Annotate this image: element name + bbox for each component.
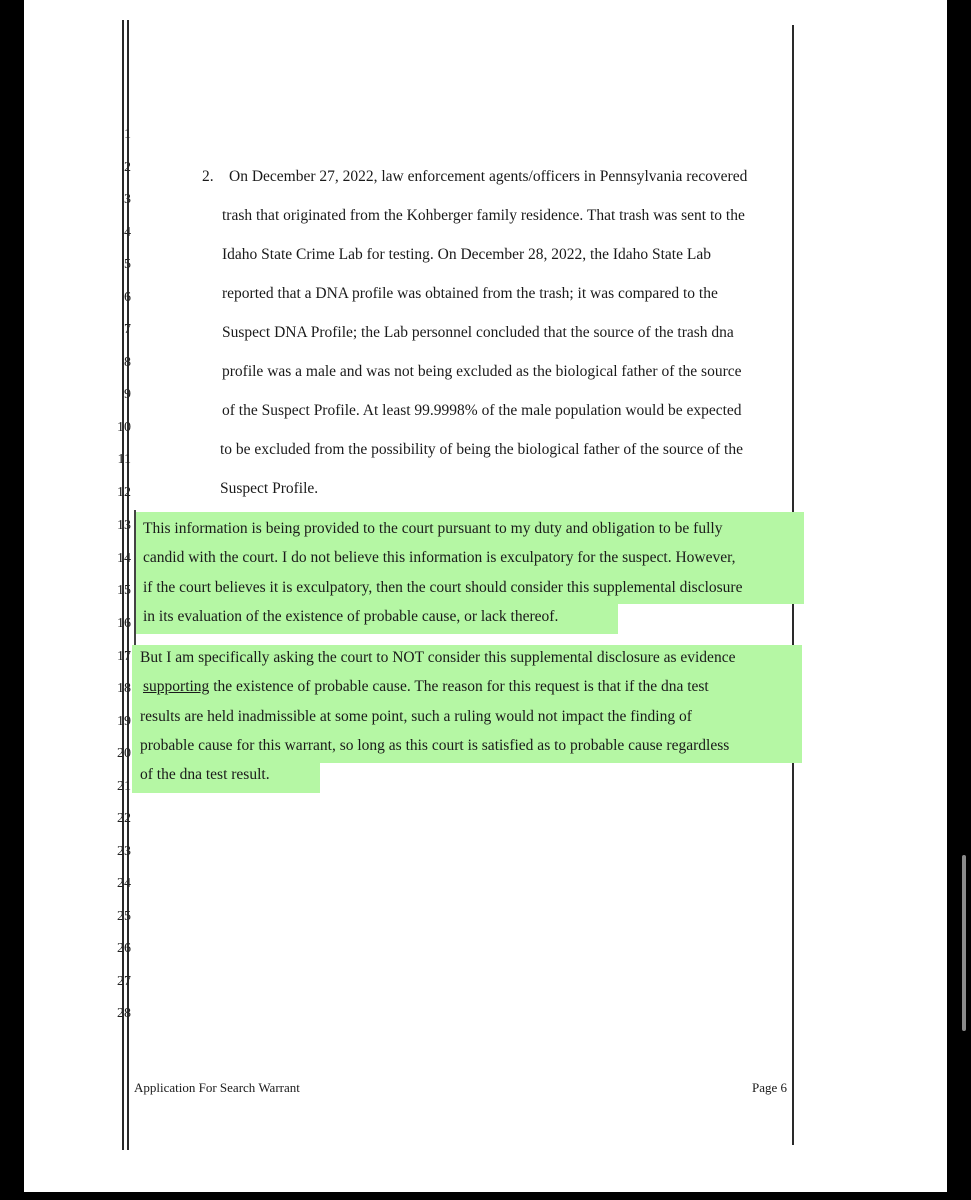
line-number: 4 [124,225,131,240]
line-number: 15 [117,583,131,598]
line-number: 9 [124,387,131,402]
paragraph-2-line: On December 27, 2022, law enforcement agents/officers in Pennsylvania recovered [229,168,748,185]
paragraph-2-line: reported that a DNA profile was obtained from the trash; it was compared to the [222,285,718,302]
highlighted-text-line: This information is being provided to the court pursuant to my duty and obligation to be fully [143,520,723,537]
line-number: 3 [124,192,131,207]
line-number: 7 [124,322,131,337]
vertical-scrollbar[interactable] [962,855,966,1031]
line-number: 5 [124,257,131,272]
line-number: 18 [117,681,131,696]
underlined-word: supporting [143,678,210,695]
footer-document-title: Application For Search Warrant [134,1080,300,1095]
paragraph-2-line: to be excluded from the possibility of being the biological father of the source of the [220,441,743,458]
footer-page-number: Page 6 [752,1080,788,1095]
line-number: 23 [117,844,131,859]
line-number: 16 [117,616,131,631]
highlighted-text-line: of the dna test result. [140,766,270,783]
paragraph-2-line: Suspect DNA Profile; the Lab personnel concluded that the source of the trash dna [222,324,734,341]
line-number: 12 [117,485,131,500]
line-number: 27 [117,974,131,989]
line-number: 25 [117,909,131,924]
line-number: 20 [117,746,131,761]
line-number: 17 [117,649,131,664]
paragraph-2-line: Idaho State Crime Lab for testing. On December 28, 2022, the Idaho State Lab [222,246,711,263]
highlighted-text-line: if the court believes it is exculpatory, then the court should consider this supplemental disclosure [143,579,743,596]
line-number: 13 [117,518,131,533]
line-number: 6 [124,290,131,305]
line-number: 1 [124,127,131,142]
line-number: 22 [117,811,131,826]
line-number: 10 [117,420,131,435]
line-number: 8 [124,355,131,370]
line-number: 24 [117,876,131,891]
paragraph-2-line: profile was a male and was not being excluded as the biological father of the source [222,363,742,380]
highlighted-text-line: But I am specifically asking the court to NOT consider this supplemental disclosure as evidence [140,649,736,666]
highlighted-text-line: candid with the court. I do not believe this information is exculpatory for the suspect. However, [143,549,736,566]
line-number: 11 [117,452,131,467]
highlighted-text-span: the existence of probable cause. The reason for this request is that if the dna test [209,678,709,695]
highlighted-text-line: probable cause for this warrant, so long as this court is satisfied as to probable cause regardless [140,737,730,754]
line-number: 28 [117,1006,131,1021]
paragraph-2-line: trash that originated from the Kohberger family residence. That trash was sent to the [222,207,745,224]
highlighted-text-line [143,678,709,696]
line-number: 14 [117,551,131,566]
line-number: 26 [117,941,131,956]
line-number: 19 [117,714,131,729]
highlighted-text-line: in its evaluation of the existence of probable cause, or lack thereof. [143,608,559,625]
paragraph-number: 2. [202,168,214,185]
paragraph-2-line: Suspect Profile. [220,480,319,497]
paragraph-2-line: of the Suspect Profile. At least 99.9998% of the male population would be expected [222,402,742,419]
document-page [24,0,947,1192]
line-number: 21 [117,779,131,794]
highlighted-text-line: results are held inadmissible at some point, such a ruling would not impact the finding of [140,708,692,725]
line-number: 2 [124,160,131,175]
